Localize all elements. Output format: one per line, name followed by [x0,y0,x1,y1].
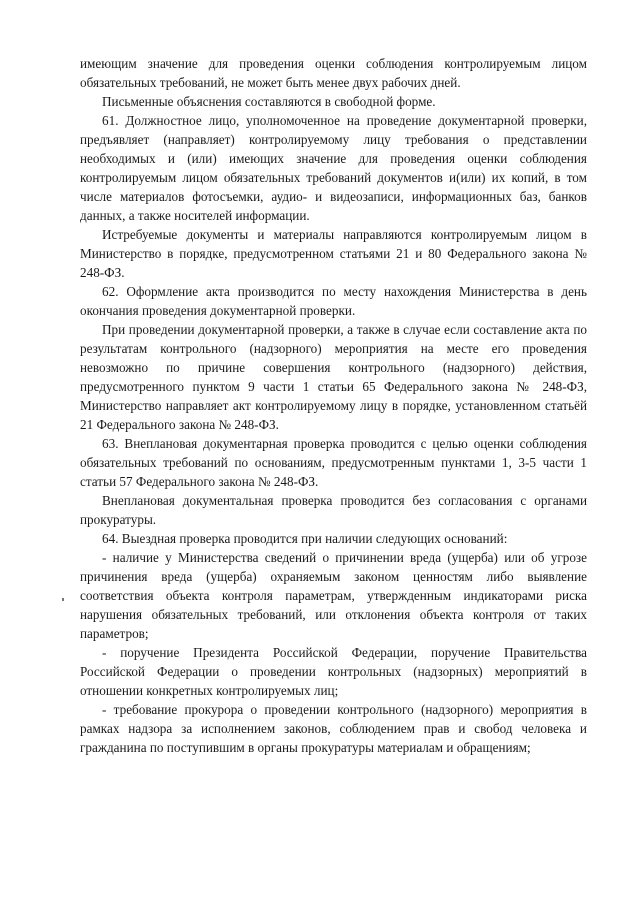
scan-speck [62,598,64,601]
paragraph-explanations-form: Письменные объяснения составляются в свободной форме. [102,94,436,109]
paragraph-62: 62. Оформление акта производится по месту нахождения Министерства в день окончания проведения документарной проверки. [80,284,587,318]
document-page [80,54,587,757]
paragraph-act-delivery: При проведении документарной проверки, а также в случае если составление акта по результатам контрольного (надзорного) мероприятия на месте его проведения невозможно по причине совершения контрольного (надзорного) действия, предусмотренного пунктом 9 части 1 статьи 65 Федерального закона № 248-ФЗ, Министерство направляет акт контролируемому лицу в порядке, установленном статьёй 21 Федерального закона № 248-ФЗ. [80,322,587,432]
list-item-president-order: - поручение Президента Российской Федерации, поручение Правительства Российской Федерации о проведении контрольных (надзорных) мероприятий в отношении конкретных контролируемых лиц; [80,645,587,698]
paragraph-continuation: имеющим значение для проведения оценки соблюдения контролируемым лицом обязательных требований, не может быть менее двух рабочих дней. [80,56,587,90]
list-item-prosecutor-request: - требование прокурора о проведении контрольного (надзорного) мероприятия в рамках надзора за исполнением законов, соблюдением прав и свобод человека и гражданина по поступившим в органы прокуратуры материалам и обращениям; [80,702,587,755]
paragraph-63: 63. Внеплановая документарная проверка проводится с целью оценки соблюдения обязательных требований по основаниям, предусмотренным пунктами 1, 3-5 части 1 статьи 57 Федерального закона № 248-ФЗ. [80,436,587,489]
paragraph-requested-documents: Истребуемые документы и материалы направляются контролируемым лицом в Министерство в порядке, предусмотренном статьями 21 и 80 Федерального закона № 248-ФЗ. [80,227,587,280]
list-item-harm-information: - наличие у Министерства сведений о причинении вреда (ущерба) или об угрозе причинения вреда (ущерба) охраняемым законом ценностям либо выявление соответствия объекта контроля параметрам, утвержденным индикаторами риска нарушения обязательных требований, или отклонения объекта контроля от таких параметров; [80,550,587,641]
paragraph-no-prosecutor-approval: Внеплановая документальная проверка проводится без согласования с органами прокуратуры. [80,493,587,527]
paragraph-64: 64. Выездная проверка проводится при наличии следующих оснований: [102,531,508,546]
paragraph-61: 61. Должностное лицо, уполномоченное на проведение документарной проверки, предъявляет (направляет) контролируемому лицу требования о представлении необходимых и (или) имеющих значение для проведения оценки соблюдения контролируемым лицом обязательных требований документов и(или) их копий, в том числе материалов фотосъемки, аудио- и видеозаписи, информационных баз, банков данных, а также носителей информации. [80,113,587,223]
